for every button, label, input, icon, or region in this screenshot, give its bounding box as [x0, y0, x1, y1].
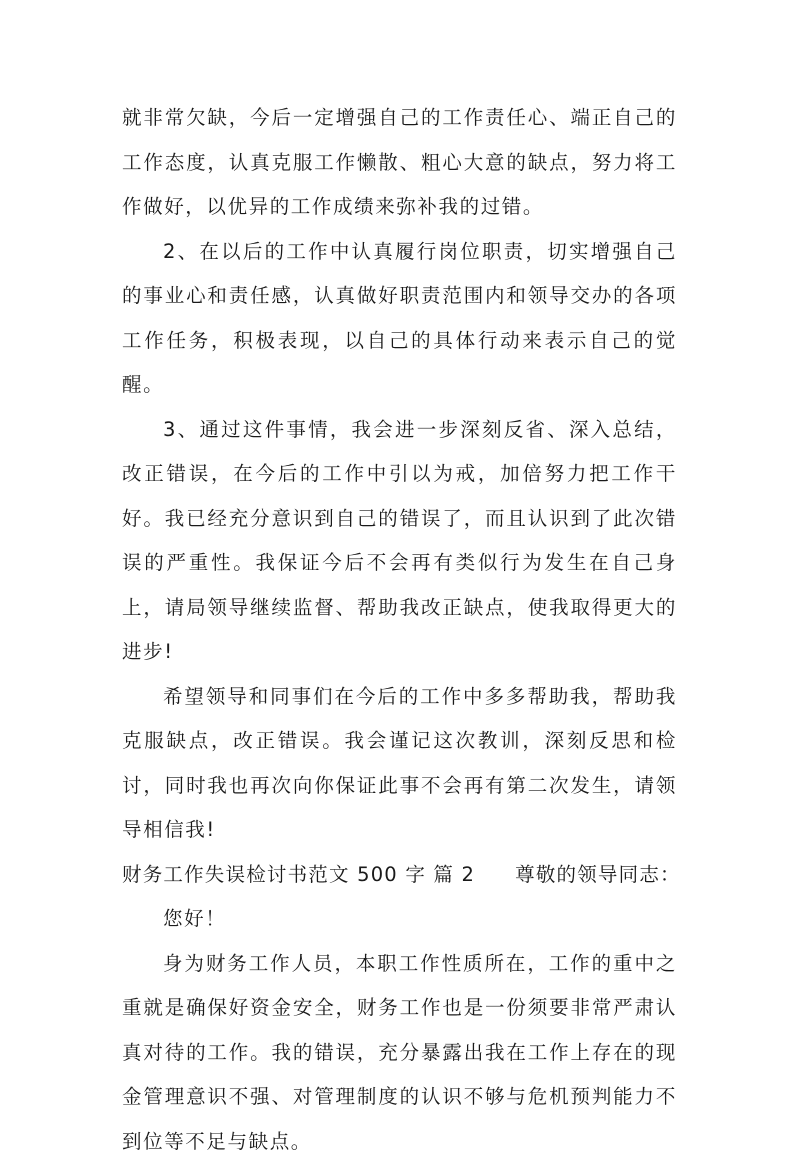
- section-heading-line: [122, 853, 677, 898]
- greeting: 您好！: [122, 897, 677, 942]
- document-body: [122, 96, 677, 1164]
- paragraph-item-2: 2、在以后的工作中认真履行岗位职责，切实增强自己的事业心和责任感，认真做好职责范围内和领导交办的各项工作任务，积极表现，以自己的具体行动来表示自己的觉醒。: [122, 230, 677, 408]
- paragraph-body: 身为财务工作人员，本职工作性质所在，工作的重中之重就是确保好资金安全，财务工作也是一份须要非常严肃认真对待的工作。我的错误，充分暴露出我在工作上存在的现金管理意识不强、对管理制度的认识不够与危机预判能力不到位等不足与缺点。: [122, 942, 677, 1164]
- paragraph-continuation: 就非常欠缺，今后一定增强自己的工作责任心、端正自己的工作态度，认真克服工作懒散、粗心大意的缺点，努力将工作做好，以优异的工作成绩来弥补我的过错。: [122, 96, 677, 230]
- paragraph-closing-hope: 希望领导和同事们在今后的工作中多多帮助我，帮助我克服缺点，改正错误。我会谨记这次教训，深刻反思和检讨，同时我也再次向你保证此事不会再有第二次发生，请领导相信我!: [122, 675, 677, 853]
- salutation: 尊敬的领导同志：: [515, 863, 681, 886]
- paragraph-item-3: 3、通过这件事情，我会进一步深刻反省、深入总结，改正错误，在今后的工作中引以为戒，加倍努力把工作干好。我已经充分意识到自己的错误了，而且认识到了此次错误的严重性。我保证今后不会再有类似行为发生在自己身上，请局领导继续监督、帮助我改正缺点，使我取得更大的进步!: [122, 408, 677, 675]
- section-title: 财务工作失误检讨书范文 500 字 篇 2: [122, 863, 475, 886]
